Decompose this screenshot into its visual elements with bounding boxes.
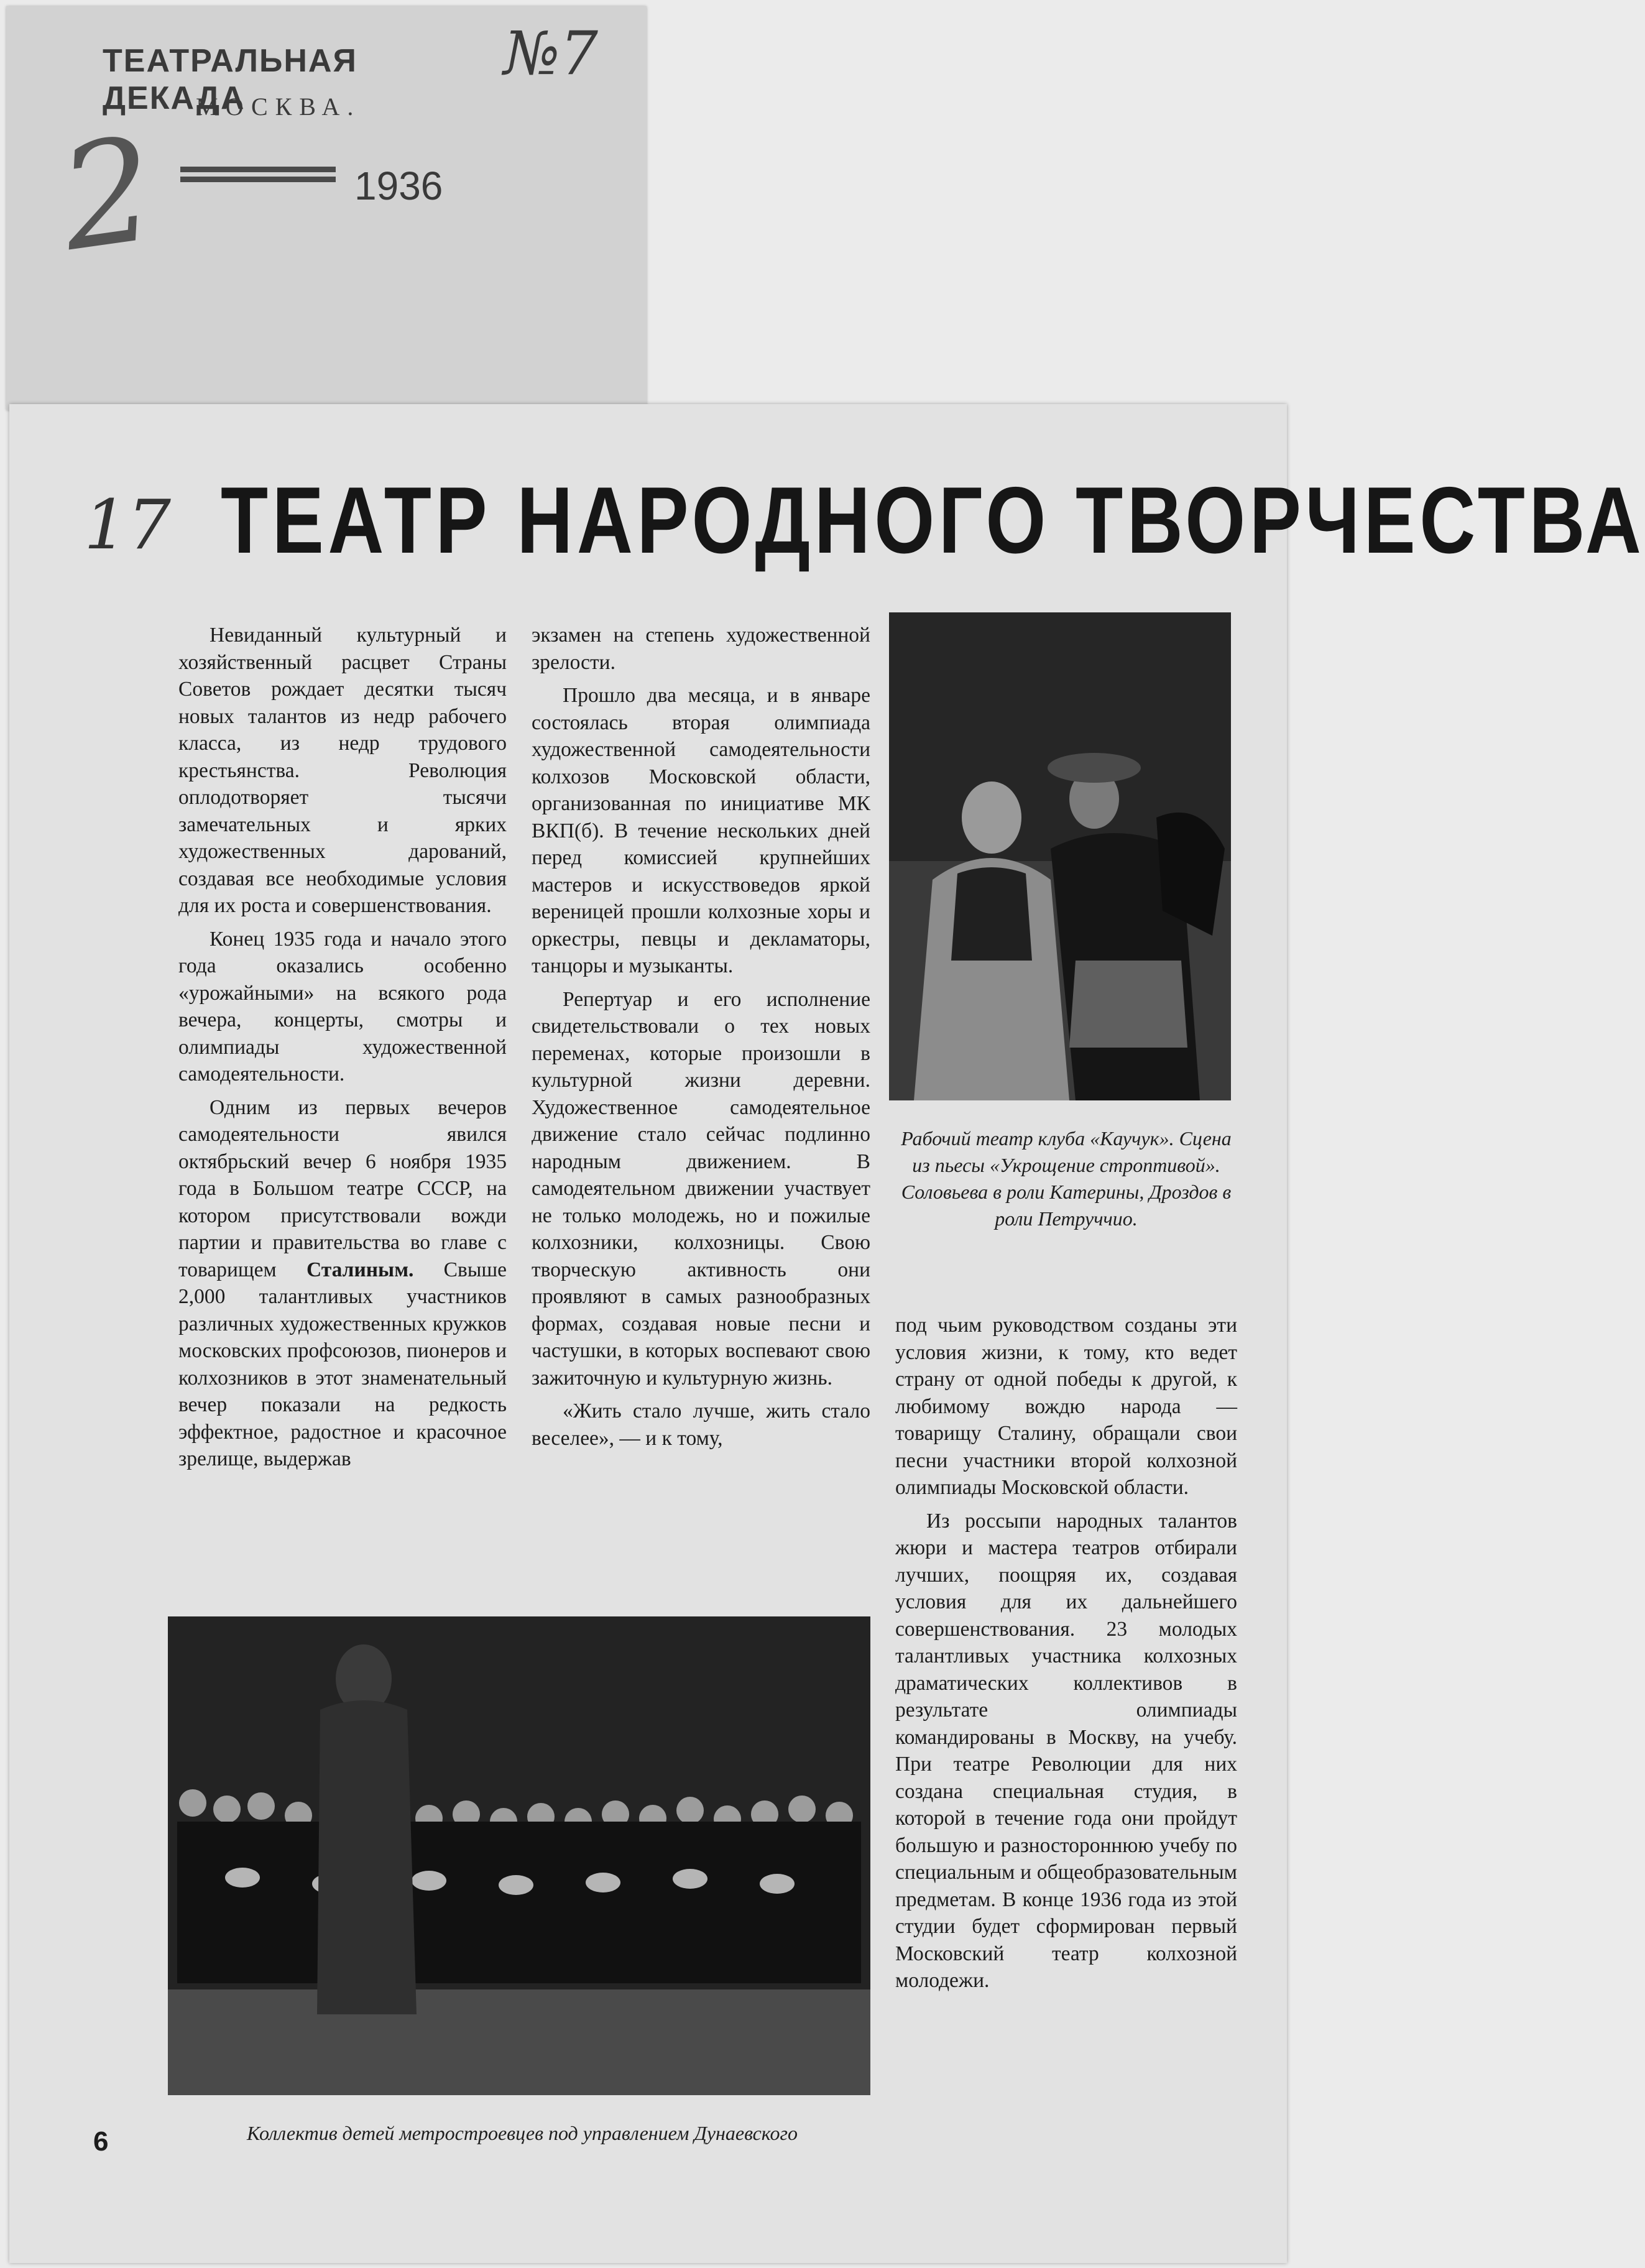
photo-caption: Рабочий театр клуба «Каучук». Сцена из пьесы «Укрощение строптивой». Соловьева в роли Катерины, Дроздов в роли Петруччио.: [901, 1127, 1232, 1230]
bold-name: Сталиным.: [306, 1258, 414, 1281]
text-run: Одним из первых вечеров самодеятельности явился октябрьский вечер 6 ноября 1935 года в Большом театре СССР, на котором присутствовали вожди партии и правительства во главе с товарищем: [178, 1095, 507, 1281]
handwritten-issue-number: №7: [504, 19, 598, 88]
stamp-date-redaction: [180, 167, 336, 191]
article-column-1: [178, 622, 507, 1479]
clipping-slip: [6, 6, 647, 410]
headline: ТЕАТР НАРОДНОГО ТВОРЧЕСТВА: [221, 468, 1645, 573]
handwritten-page-mark: 17: [84, 485, 171, 565]
paragraph: под чьим руководством созданы эти условия жизни, к тому, кто ведет страну от одной победы к другой, к любимому вождю народа — товарищу Сталину, обращали свои песни участники второй колхозной олимпиады Московской области.: [895, 1314, 1237, 1499]
paragraph: [178, 1094, 507, 1473]
stamp-title: ТЕАТРАЛЬНАЯ ДЕКАДА: [103, 43, 357, 116]
paragraph: экзамен на степень художественной зрелости.: [532, 624, 870, 674]
article-column-3: [895, 1312, 1237, 2001]
photo-caption: Коллектив детей метростроевцев под управлением Дунаевского: [246, 2122, 798, 2144]
article-column-2: [532, 622, 870, 1458]
newspaper-page: [9, 404, 1645, 2263]
theater-scene-photo: [889, 612, 1231, 1100]
text-run: Свыше 2,000 талантливых участников различных художественных кружков московских профсоюзов, пионеров и колхозников в этот знаменательный вечер показали на редкость эффектное, радостное и красочное зрелище, выдержав: [178, 1258, 507, 1470]
paragraph: Невиданный культурный и хозяйственный расцвет Страны Советов рождает десятки тысяч новых талантов из недр рабочего класса, из недр трудового крестьянства. Революция оплодотворяет тысячи замечательных и ярких художественных дарований, создавая все необходимые условия для их роста и совершенствования.: [178, 624, 507, 917]
stamp-year: 1936: [354, 164, 443, 208]
handwritten-digit: 2: [51, 106, 165, 284]
paragraph: Прошло два месяца, и в январе состоялась вторая олимпиада художественной самодеятельности колхозов Московской области, организованная по инициативе МК ВКП(б). В течение нескольких дней перед комиссией крупнейших мастеров и искусствоведов яркой вереницей прошли колхозные хоры и оркестры, певцы и декламаторы, танцоры и музыканты.: [532, 684, 870, 977]
paragraph: «Жить стало лучше, жить стало веселее», — и к тому,: [532, 1399, 870, 1450]
orchestra-photo: [168, 1616, 870, 2095]
paragraph: Конец 1935 года и начало этого года оказались особенно «урожайными» на всякого рода вечера, концерты, смотры и олимпиады художественной самодеятельности.: [178, 927, 507, 1086]
stamp-city: МОСКВА.: [196, 93, 361, 121]
page-number: 6: [93, 2126, 109, 2157]
photo-illustration: [889, 612, 1231, 1100]
paragraph: Из россыпи народных талантов жюри и мастера театров отбирали лучших, поощряя их, создавая условия для их дальнейшего совершенствования. 23 молодых талантливых участника колхозных драматических коллективов в результате олимпиады командированы в Москву, на учебу. При театре Революции для них создана специальная студия, в которой в течение года они пройдут большую и разностороннюю учебу по специальным и общеобразовательным предметам. В конце 1936 года из этой студии будет сформирован первый Московский театр колхозной молодежи.: [895, 1509, 1237, 1992]
photo-illustration: [168, 1616, 870, 2095]
paragraph: Репертуар и его исполнение свидетельствовали о тех новых переменах, которые произошли в культурной жизни деревни. Художественное самодеятельное движение стало сейчас подлинно народным движением. В самодеятельном движении участвует не только молодежь, но и пожилые колхозники, колхозницы. Свою творческую активность они проявляют в самых разнообразных формах, создавая новые песни и частушки, в которых воспевают свою зажиточную и культурную жизнь.: [532, 987, 870, 1390]
